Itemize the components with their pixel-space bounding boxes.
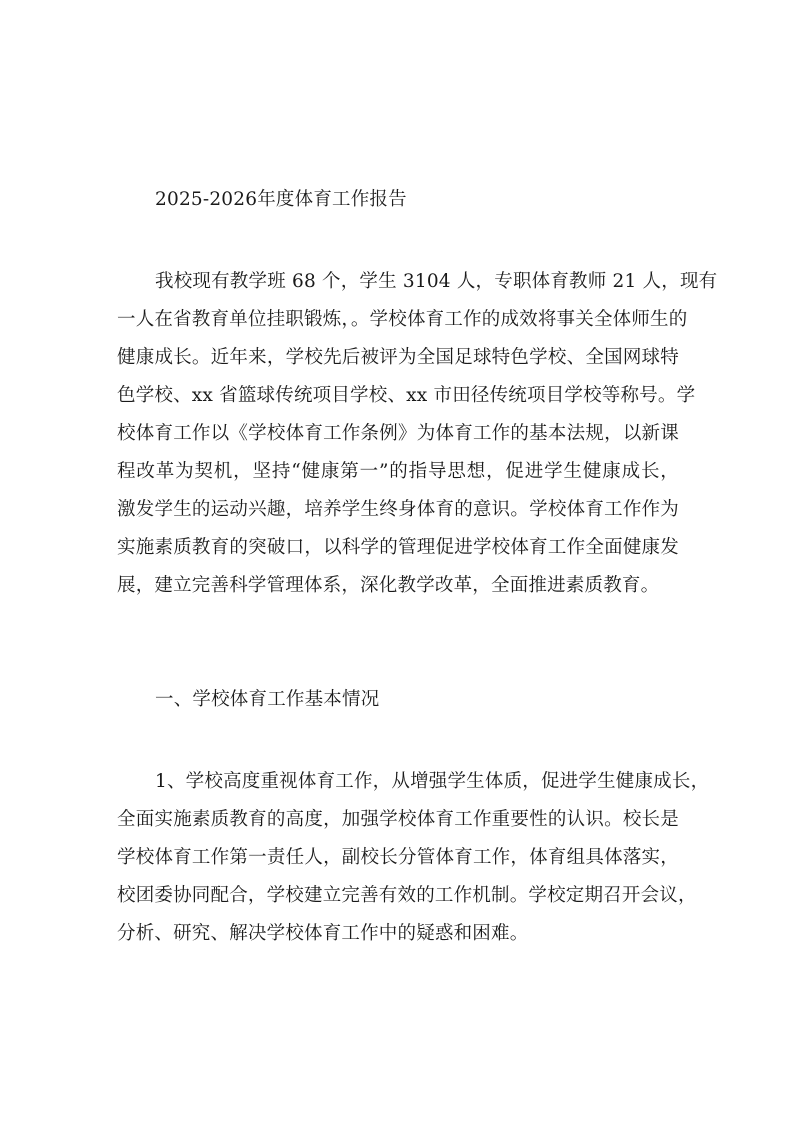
paragraph-line: 实施素质教育的突破口，以科学的管理促进学校体育工作全面健康发 <box>117 537 679 558</box>
paragraph-line: 激发学生的运动兴趣，培养学生终身体育的意识。学校体育工作作为 <box>117 499 679 520</box>
paragraph-line: 我校现有教学班 68 个，学生 3104 人，专职体育教师 21 人，现有 <box>155 271 718 292</box>
paragraph-line: 全面实施素质教育的高度，加强学校体育工作重要性的认识。校长是 <box>117 809 679 830</box>
paragraph-line: 一人在省教育单位挂职锻炼，。学校体育工作的成效将事关全体师生的 <box>117 309 688 330</box>
paragraph-line: 程改革为契机，坚持“健康第一”的指导思想，促进学生健康成长， <box>117 461 679 482</box>
paragraph-line: 1、学校高度重视体育工作，从增强学生体质，促进学生健康成长， <box>155 771 710 792</box>
section-heading: 一、学校体育工作基本情况 <box>155 689 380 710</box>
paragraph-line: 校团委协同配合，学校建立完善有效的工作机制。学校定期召开会议， <box>117 885 697 906</box>
paragraph-line: 色学校、xx 省篮球传统项目学校、xx 市田径传统项目学校等称号。学 <box>117 385 696 406</box>
paragraph-line: 健康成长。近年来，学校先后被评为全国足球特色学校、全国网球特 <box>117 347 679 368</box>
paragraph-line: 学校体育工作第一责任人，副校长分管体育工作，体育组具体落实， <box>117 847 679 868</box>
paragraph-line: 展，建立完善科学管理体系，深化教学改革，全面推进素质教育。 <box>117 575 660 596</box>
paragraph-line: 分析、研究、解决学校体育工作中的疑惑和困难。 <box>117 923 529 944</box>
document-title: 2025-2026年度体育工作报告 <box>155 189 407 210</box>
paragraph-line: 校体育工作以《学校体育工作条例》为体育工作的基本法规，以新课 <box>117 423 679 444</box>
